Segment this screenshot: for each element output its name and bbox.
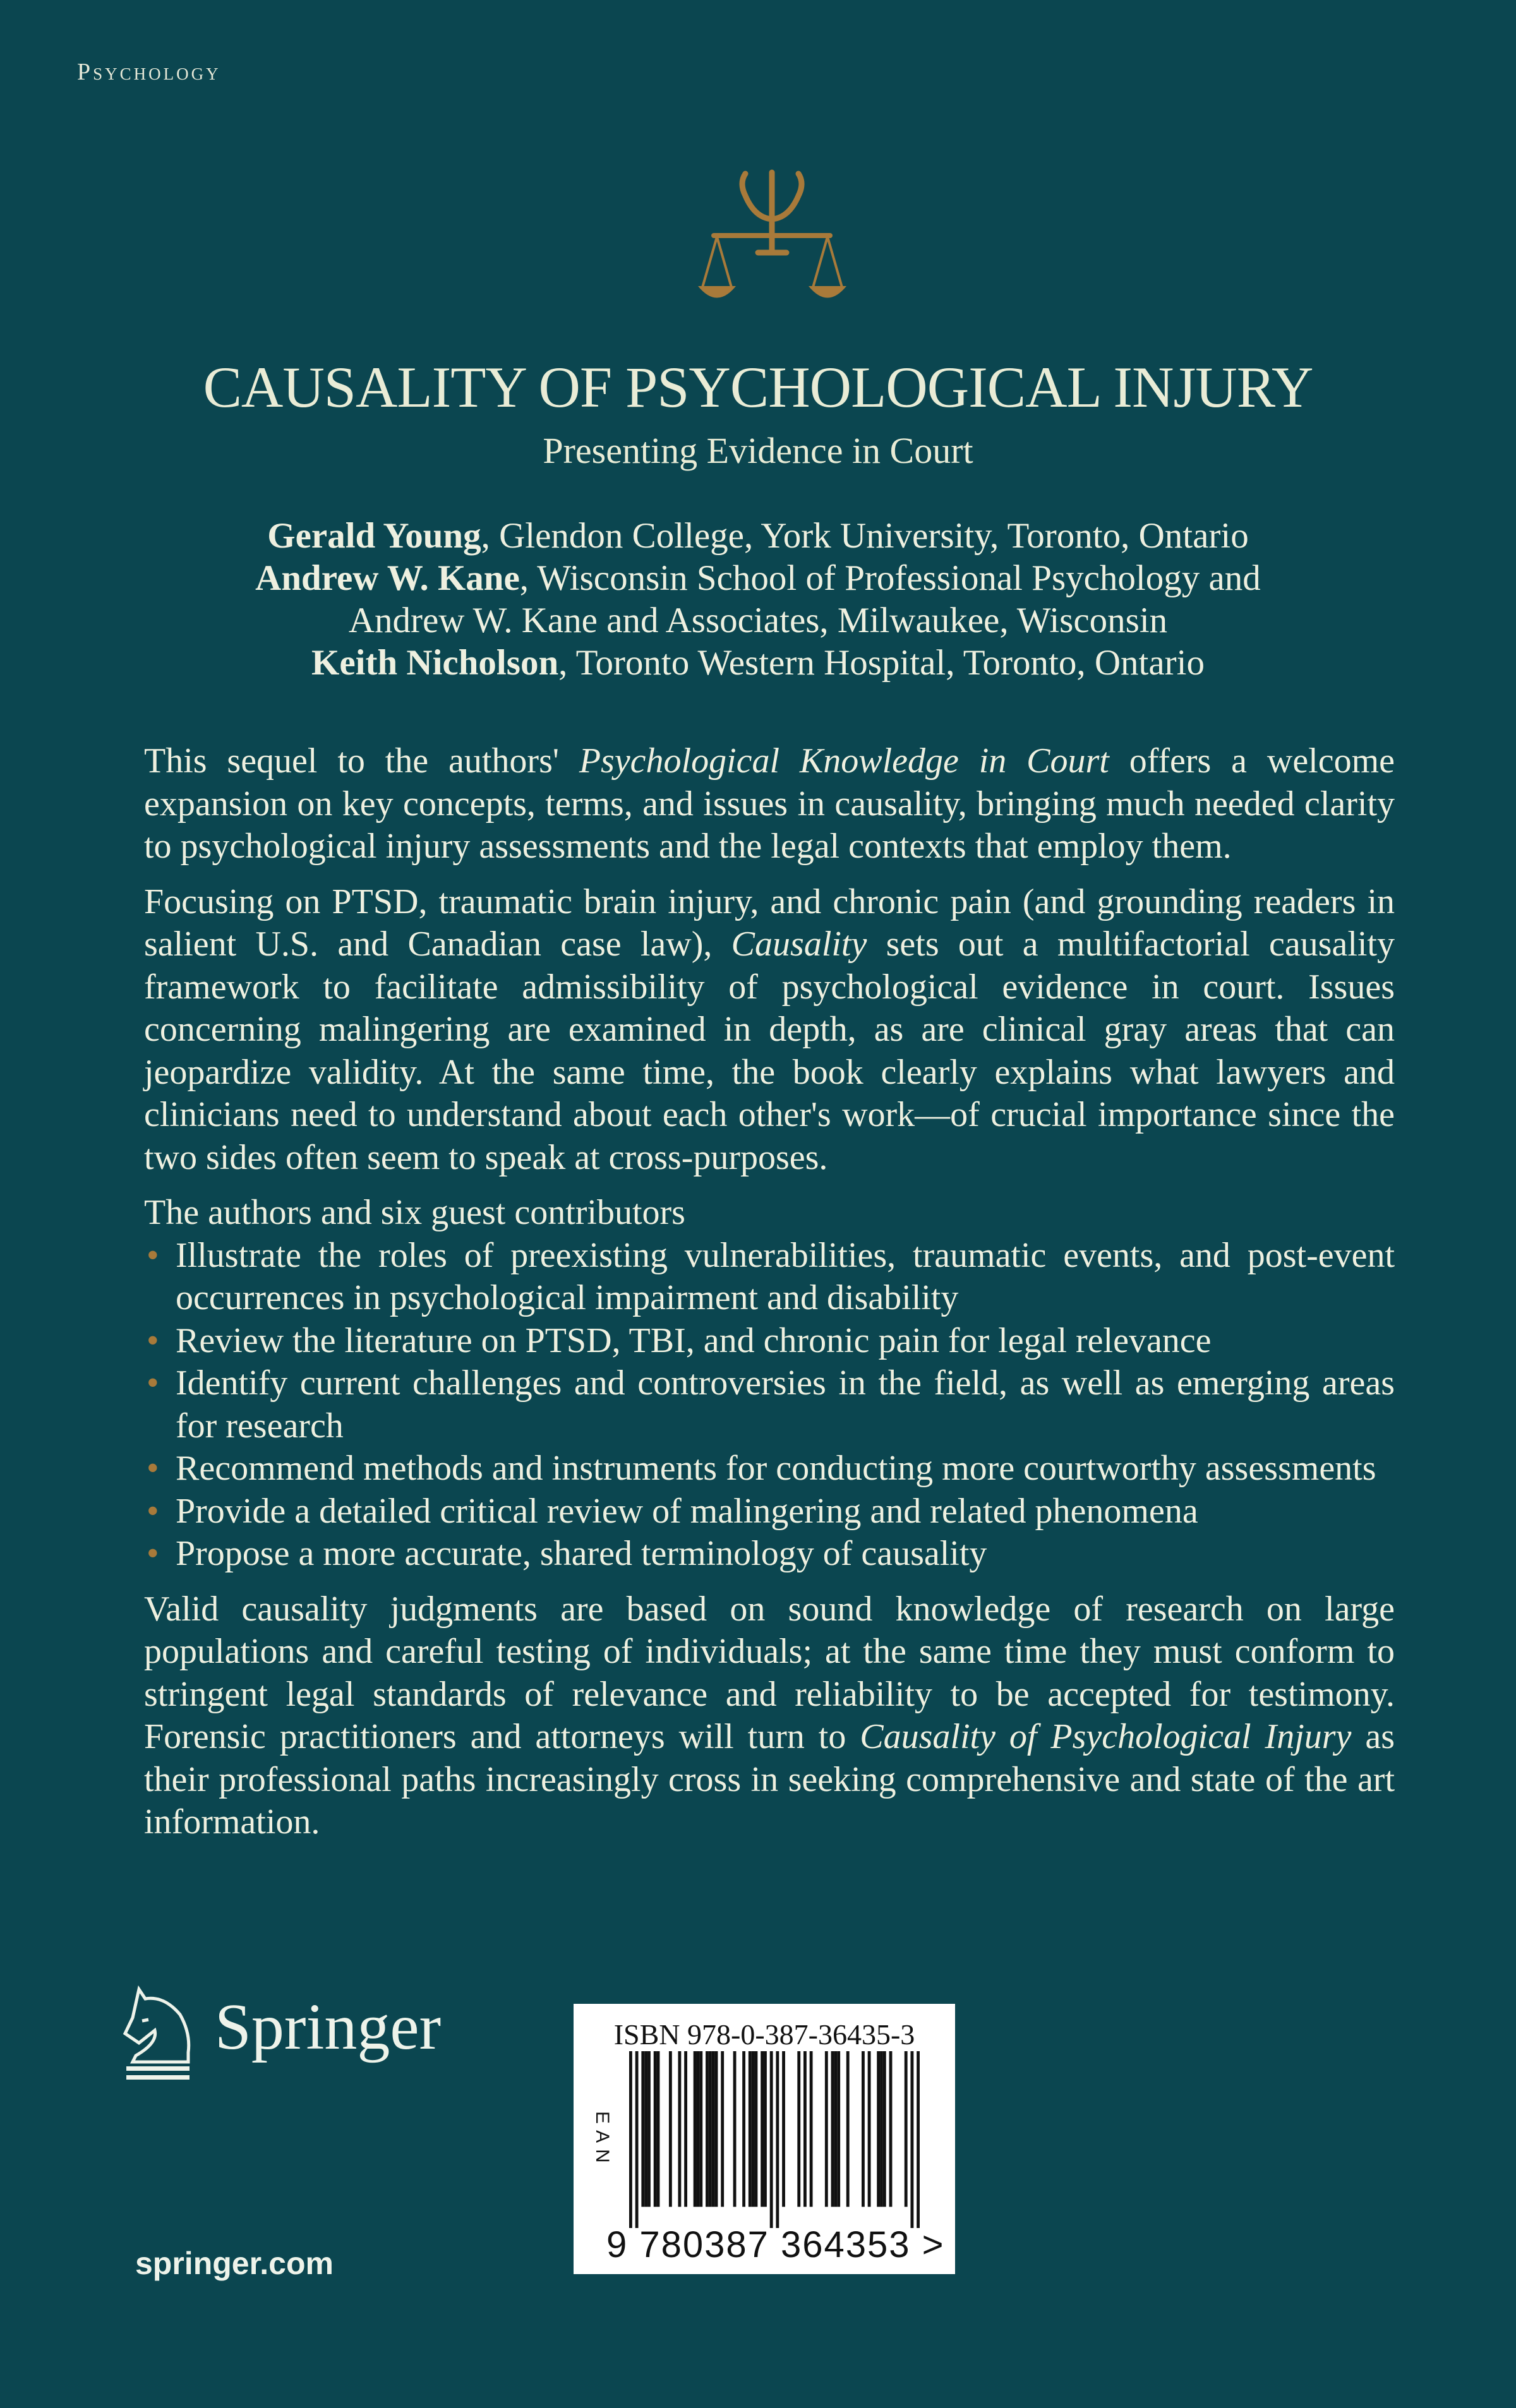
psi-scales-logo-icon (695, 167, 850, 313)
bullet-icon: • (147, 1235, 159, 1275)
barcode-bar (889, 2051, 893, 2207)
barcode-bar (752, 2051, 755, 2207)
barcode-bar (644, 2051, 647, 2207)
barcode-bar (910, 2051, 913, 2228)
barcode-bar (654, 2051, 657, 2207)
author-name: Keith Nicholson (311, 643, 559, 683)
series-label: Psychology (77, 59, 221, 85)
barcode-bar (712, 2051, 715, 2207)
author-name: Gerald Young (267, 516, 481, 556)
barcode-bar (905, 2051, 908, 2207)
barcode-bar (709, 2051, 712, 2207)
barcode-bar (669, 2051, 672, 2207)
barcode-bar (699, 2051, 702, 2207)
barcode-bar (749, 2051, 752, 2207)
bullet-icon: • (147, 1534, 159, 1573)
paragraph-1: This sequel to the authors' Psychological Knowledge in Court offers a welcome expansion on key concepts, terms, and issues in causality, bringing much needed clarity to psychological injury assessments and the legal contexts that employ them. (144, 741, 1395, 866)
bullet-icon: • (147, 1449, 159, 1488)
barcode-bar (810, 2051, 813, 2207)
barcode-bar (877, 2051, 880, 2207)
barcode-box (574, 2004, 955, 2274)
ean-label: EAN (592, 2111, 613, 2169)
barcode-bar (803, 2051, 807, 2207)
barcode-bar (684, 2051, 687, 2207)
author-affiliation: Andrew W. Kane and Associates, Milwaukee, Wisconsin (348, 601, 1168, 640)
barcode-bar (733, 2051, 737, 2207)
barcode-bar (868, 2051, 871, 2207)
list-item: • Review the literature on PTSD, TBI, and chronic pain for legal relevance (144, 1320, 1395, 1363)
bullet-list (144, 1235, 1395, 1576)
barcode-bar (635, 2051, 639, 2228)
springer-horse-logo-icon (120, 1983, 196, 2084)
barcode-bar (764, 2051, 767, 2207)
author-list (0, 515, 1516, 684)
barcode-bar (880, 2051, 883, 2207)
barcode-bar (657, 2051, 660, 2207)
barcode-bar (715, 2051, 718, 2207)
list-item: • Recommend methods and instruments for conducting more courtworthy assessments (144, 1447, 1395, 1490)
barcode-bar (761, 2051, 764, 2207)
barcode-bars (629, 2051, 920, 2228)
barcode-bar (782, 2051, 785, 2207)
barcode-bar (797, 2051, 800, 2207)
list-item: • Identify current challenges and controversies in the field, as well as emerging areas for research (147, 1363, 1395, 1446)
list-intro: The authors and six guest contributors (144, 1193, 685, 1232)
book-subtitle: Presenting Evidence in Court (543, 430, 973, 471)
isbn-text: ISBN 978-0-387-36435-3 (613, 2018, 915, 2051)
barcode-bar (647, 2051, 651, 2207)
publisher-name: Springer (215, 1991, 442, 2063)
barcode-bar (641, 2051, 644, 2207)
author-affiliation: , Toronto Western Hospital, Toronto, Ontario (558, 643, 1205, 683)
barcode-bar (742, 2051, 745, 2207)
barcode-bar (862, 2051, 865, 2207)
list-item: • Illustrate the roles of preexisting vulnerabilities, traumatic events, and post-event occurrences in psychological impairment and disability (147, 1235, 1395, 1317)
barcode-bar (678, 2051, 681, 2207)
paragraph-3: Valid causality judgments are based on sound knowledge of research on large populations and careful testing of individuals; at the same time they must conform to stringent legal standards of relevance and reliability to be accepted for testimony. Forensic practitioners and attorneys will turn to Causality of Psychological Injury as their professional paths increasingly cross in seeking comprehensive and state of the art information. (144, 1589, 1395, 1842)
blurb (144, 740, 1395, 1857)
author-line (0, 557, 1516, 599)
author-affiliation: , Wisconsin School of Professional Psychology and (519, 558, 1261, 598)
barcode-bar (917, 2051, 920, 2228)
publisher-website[interactable]: springer.com (135, 2246, 334, 2281)
barcode-bar (755, 2051, 758, 2207)
barcode-bar (770, 2051, 773, 2228)
barcode-bar (837, 2051, 840, 2207)
barcode-bar (721, 2051, 724, 2207)
bullet-icon: • (147, 1321, 159, 1360)
author-line (0, 599, 1516, 642)
author-line (0, 642, 1516, 684)
barcode-bar (825, 2051, 828, 2207)
barcode-bar (697, 2051, 700, 2207)
barcode-bar (846, 2051, 850, 2207)
barcode-bar (831, 2051, 834, 2207)
barcode-bar (694, 2051, 697, 2207)
barcode-bar (629, 2051, 632, 2228)
bullet-icon: • (147, 1363, 159, 1403)
list-item: • Provide a detailed critical review of malingering and related phenomena (144, 1490, 1395, 1533)
barcode-bar (706, 2051, 709, 2207)
book-title: CAUSALITY OF PSYCHOLOGICAL INJURY (203, 355, 1313, 419)
barcode-bar (776, 2051, 779, 2228)
barcode-digits: 9 780387 364353 > (606, 2224, 945, 2265)
author-name: Andrew W. Kane (255, 558, 520, 598)
barcode-bar (834, 2051, 837, 2207)
paragraph-2: Focusing on PTSD, traumatic brain injury, and chronic pain (and grounding readers in salient U.S. and Canadian case law), Causality sets out a multifactorial causality framework to facilitate admissibility of psychological evidence in court. Issues concerning malingering are examined in depth, as are clinical gray areas that can jeopardize validity. At the same time, the book clearly explains what lawyers and clinicians need to understand about each other's work—of crucial importance since the two sides often seem to speak at cross-purposes. (144, 882, 1395, 1177)
barcode-bar (883, 2051, 886, 2207)
author-line (0, 515, 1516, 557)
author-affiliation: , Glendon College, York University, Toronto, Ontario (481, 516, 1249, 556)
list-item: • Propose a more accurate, shared terminology of causality (144, 1533, 1395, 1576)
bullet-icon: • (147, 1491, 159, 1531)
